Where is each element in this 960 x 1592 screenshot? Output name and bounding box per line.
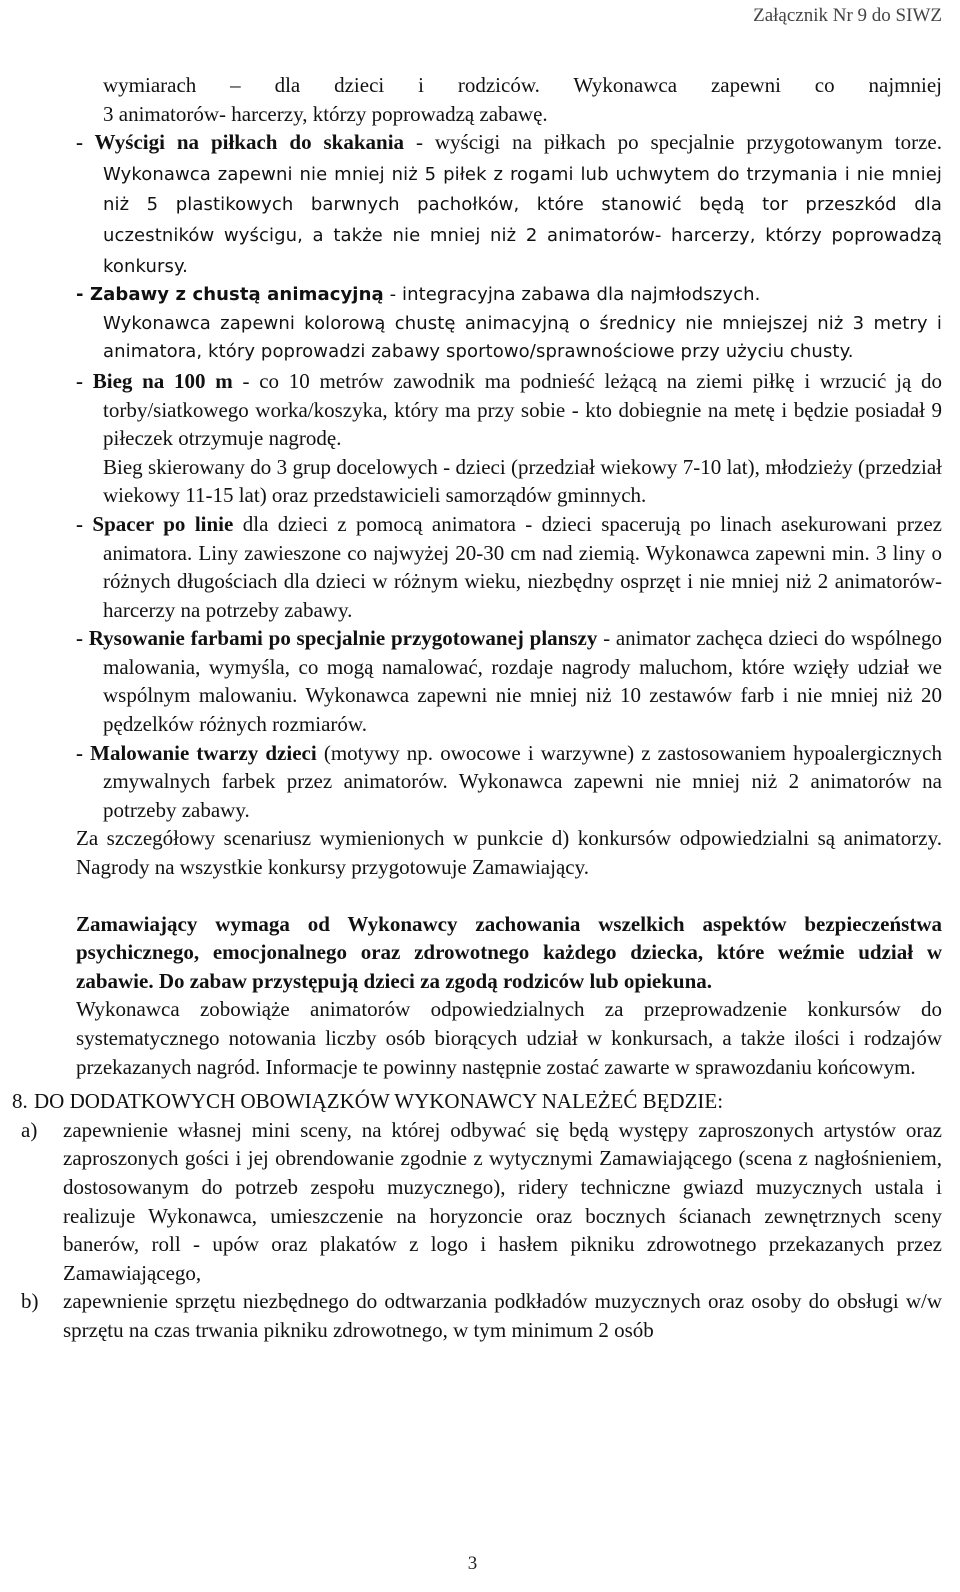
list-item-malowanie	[76, 739, 942, 825]
paragraph-zobowiaze: Wykonawca zobowiąże animatorów odpowiedzialnych za przeprowadzenie konkursów do systematycznego notowania liczby osób biorących udział w konkursach, a także ilości i rodzajów przekazanych nagród. Informacje te powinny następnie zostać zawarte w sprawozdaniu końcowym.	[76, 997, 942, 1079]
list-item-bieg	[76, 367, 942, 453]
item-text-malowanie: (motywy np. owocowe i warzywne) z zastosowaniem hypoalergicznych zmywalnych farbek przez animatorów. Wykonawca zapewni nie mniej niż 2 animatorów na potrzeby zabawy.	[103, 740, 942, 822]
item-dash: -	[76, 511, 93, 536]
page-number: 3	[467, 1553, 478, 1574]
item-text-bieg: - co 10 metrów zawodnik ma podnieść leżącą na ziemi piłkę i wrzucić ją do torby/siatkowego worka/koszyka, który ma przy sobie - kto dobiegnie na metę i będzie posiadał 9 piłeczek otrzymuje nagrodę.	[103, 368, 942, 451]
item-title-wyscigi: Wyścigi na piłkach do skakania	[94, 130, 405, 155]
item-title-malowanie: Malowanie twarzy dzieci	[90, 740, 317, 765]
section-title: DO DODATKOWYCH OBOWIĄZKÓW WYKONAWCY NALEŻEĆ BĘDZIE:	[34, 1089, 724, 1114]
item-label: a)	[21, 1117, 38, 1142]
section-8-heading	[12, 1087, 942, 1116]
paragraph-scenariusz: Za szczegółowy scenariusz wymienionych w punkcie d) konkursów odpowiedzialni są animatorzy. Nagrody na wszystkie konkursy przygotowuje Zamawiający.	[76, 826, 942, 880]
list-item-b	[21, 1287, 942, 1344]
list-item-chusta	[76, 281, 942, 367]
item-text: zapewnienie sprzętu niezbędnego do odtwarzania podkładów muzycznych oraz osoby do obsługi w/w sprzętu na czas trwania pikniku zdrowotnego, w tym minimum 2 osób	[63, 1289, 942, 1342]
item-text-chusta-b: Wykonawca zapewni kolorową chustę animacyjną o średnicy nie mniejszej niż 3 metry i animatora, który poprowadzi zabawy sportowo/sprawnościowe przy użyciu chusty.	[103, 312, 942, 363]
section-8-list	[21, 1116, 942, 1345]
list-item-rysowanie	[76, 624, 942, 738]
item-dash: -	[76, 284, 90, 306]
paragraph-bieg-groups: Bieg skierowany do 3 grup docelowych - dzieci (przedział wiekowy 7-10 lat), młodzieży (przedział wiekowy 11-15 lat) oraz przedstawicieli samorządów gminnych.	[103, 454, 942, 508]
intro-line-2: 3 animatorów- harcerzy, którzy poprowadzą zabawę.	[103, 101, 548, 126]
item-text-wyscigi-b: Wykonawca zapewni nie mniej niż 5 piłek z rogami lub uchwytem do trzymania i nie mniej niż 5 plastikowych barwnych pachołków, które stanowić będą tor przeszkód dla uczestników wyścigu, a także nie mniej niż 2 animatorów- harcerzy, którzy poprowadzą konkursy.	[103, 163, 942, 277]
document-header: Załącznik Nr 9 do SIWZ	[753, 5, 942, 26]
item-dash: -	[76, 368, 93, 393]
paragraph-bezpieczenstwo	[76, 910, 942, 996]
list-item-wyscigi	[76, 128, 942, 281]
paragraph-intro	[76, 71, 942, 128]
section-number: 8.	[12, 1089, 28, 1114]
item-text: zapewnienie własnej mini sceny, na której odbywać się będą występy zaproszonych artystów oraz zaproszonych gości i jej obrendowanie zgodnie z wytycznymi Zamawiającego (scena z nagłośnieniem, dostosowanym do potrzeb zespołu muzycznego), ridery techniczne gwiazd muzycznych ustala i realizuje Wykonawca, umieszczenie na horyzoncie oraz bocznych ścianach zewnętrznych sceny banerów, roll - upów oraz plakatów z logo i hasłem pikniku zdrowotnego przekazanych przez Zamawiającego,	[63, 1117, 942, 1285]
item-text-chusta-a: - integracyjna zabawa dla najmłodszych.	[383, 284, 761, 306]
item-dash: -	[76, 740, 91, 765]
item-dash: -	[76, 626, 89, 651]
item-title-rysowanie: Rysowanie farbami po specjalnie przygotowanej planszy	[88, 626, 598, 651]
item-title-chusta: Zabawy z chustą animacyjną	[89, 284, 384, 306]
item-dash: -	[76, 130, 95, 155]
item-text-rysowanie: - animator zachęca dzieci do wspólnego malowania, wymyśla, co mogą namalować, rozdaje nagrody maluchom, które wzięły udział we wspólnym malowaniu. Wykonawca zapewni nie mniej niż 10 zestawów farb i nie mniej niż 20 pędzelków różnych rozmiarów.	[103, 626, 942, 737]
list-item-spacer	[76, 510, 942, 624]
list-item-a	[21, 1116, 942, 1288]
intro-line-1: wymiarach – dla dzieci i rodziców. Wykonawca zapewni co najmniej	[103, 73, 942, 97]
item-title-spacer: Spacer po linie	[92, 511, 234, 536]
item-title-bieg: Bieg na 100 m	[92, 368, 233, 393]
spacer	[76, 882, 942, 910]
bold-statement: Zamawiający wymaga od Wykonawcy zachowania wszelkich aspektów bezpieczeństwa psychicznego, emocjonalnego oraz zdrowotnego każdego dziecka, które weźmie udział w zabawie. Do zabaw przystępują dzieci za zgodą rodziców lub opiekuna.	[76, 911, 942, 993]
item-text-wyscigi-a: - wyścigi na piłkach po specjalnie przygotowanym torze.	[404, 130, 942, 155]
document-body	[12, 71, 943, 1345]
item-label: b)	[21, 1289, 39, 1314]
item-text-spacer: dla dzieci z pomocą animatora - dzieci spacerują po linach asekurowani przez animatora. Liny zawieszone co najwyżej 20-30 cm nad ziemią. Wykonawca zapewni min. 3 liny o różnych długościach dla dzieci w różnym wieku, niezbędny osprzęt i nie mniej niż 2 animatorów-harcerzy na potrzeby zabawy.	[103, 511, 943, 622]
